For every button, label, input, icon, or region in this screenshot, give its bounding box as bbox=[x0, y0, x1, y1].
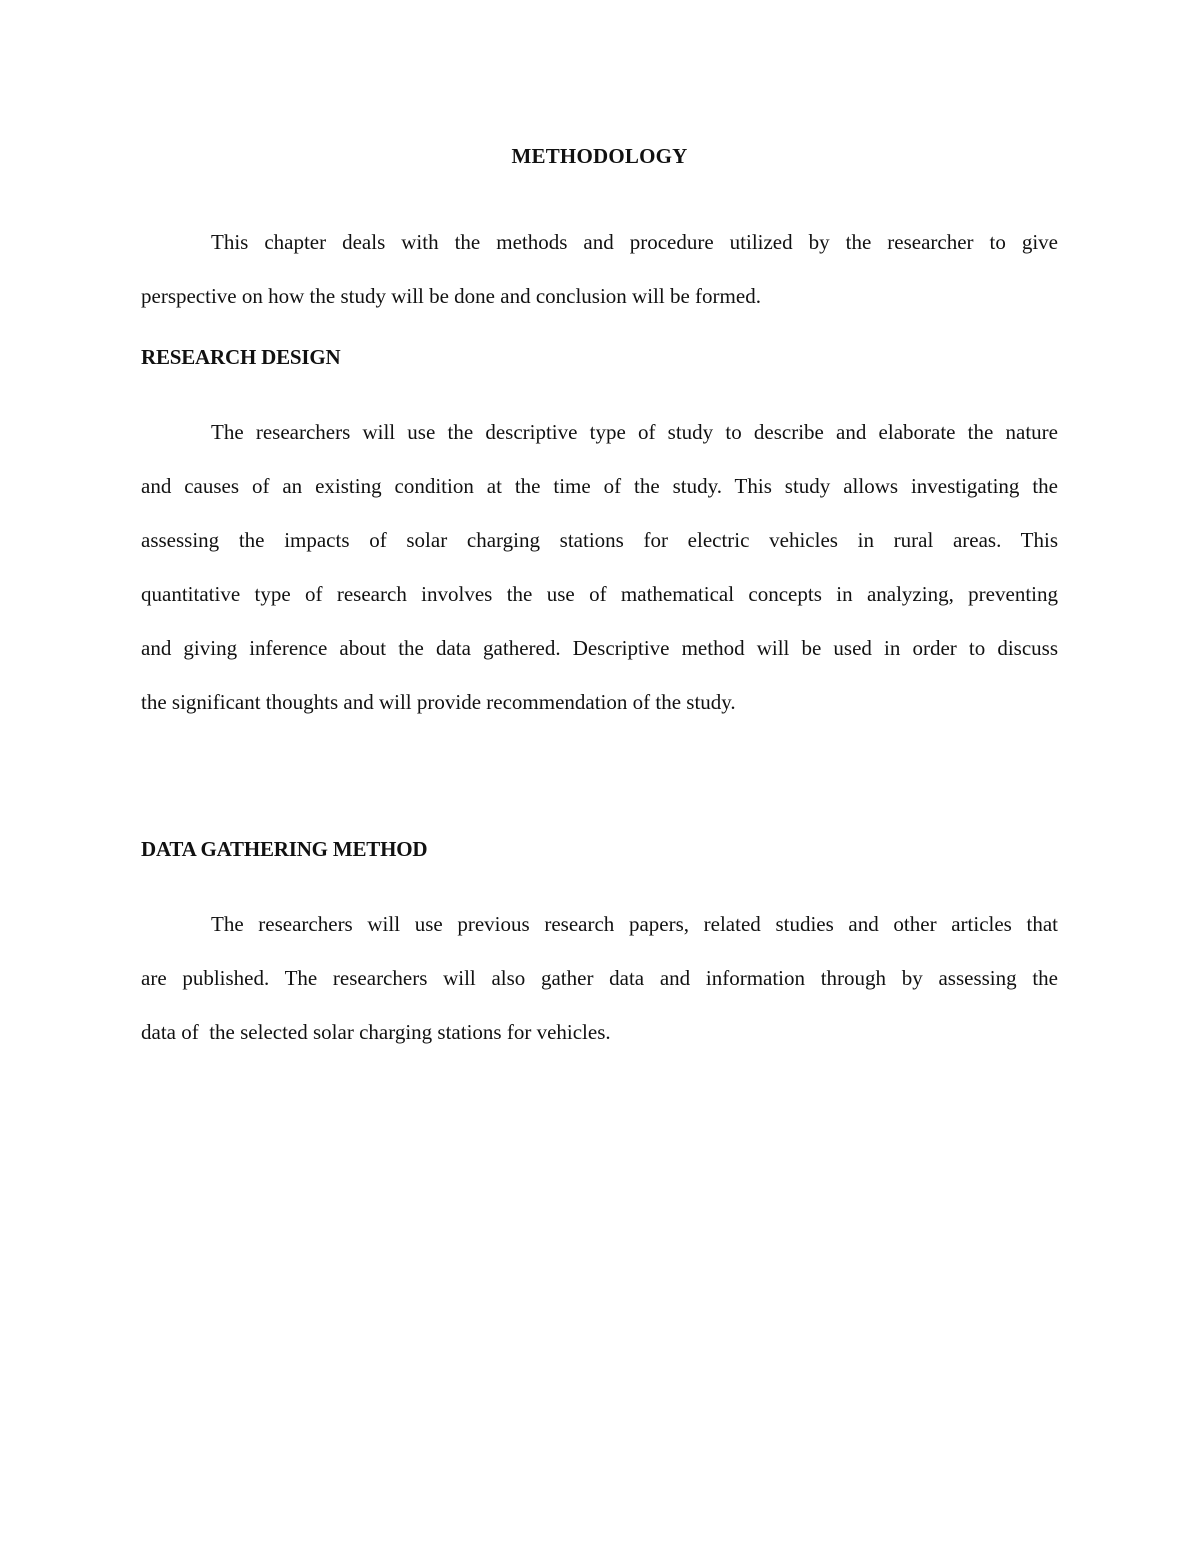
paragraph-line: the significant thoughts and will provide recommendation of the study. bbox=[141, 690, 736, 714]
paragraph-line: quantitative type of research involves the use of mathematical concepts in analyzing, preventing bbox=[141, 582, 1058, 606]
section-heading-research-design: RESEARCH DESIGN bbox=[141, 345, 341, 369]
paragraph-line: and giving inference about the data gathered. Descriptive method will be used in order to discuss bbox=[141, 636, 1058, 660]
document-content bbox=[141, 140, 1058, 1044]
intro-line: perspective on how the study will be done and conclusion will be formed. bbox=[141, 284, 761, 308]
paragraph-line: The researchers will use previous research papers, related studies and other articles that bbox=[211, 912, 1058, 936]
paragraph-line: and causes of an existing condition at the time of the study. This study allows investigating the bbox=[141, 474, 1058, 498]
paragraph-line: assessing the impacts of solar charging stations for electric vehicles in rural areas. This bbox=[141, 528, 1058, 552]
page-title: METHODOLOGY bbox=[511, 144, 688, 168]
paragraph-line: are published. The researchers will also gather data and information through by assessing the bbox=[141, 966, 1058, 990]
paragraph-line: data of the selected solar charging stations for vehicles. bbox=[141, 1020, 611, 1044]
research-design-paragraph bbox=[141, 405, 1058, 729]
intro-paragraph bbox=[141, 215, 1058, 323]
paragraph-line: The researchers will use the descriptive type of study to describe and elaborate the nature bbox=[211, 420, 1058, 444]
section-heading-data-gathering-method: DATA GATHERING METHOD bbox=[141, 837, 428, 861]
data-gathering-paragraph bbox=[141, 897, 1058, 1059]
intro-line: This chapter deals with the methods and procedure utilized by the researcher to give bbox=[211, 230, 1058, 254]
